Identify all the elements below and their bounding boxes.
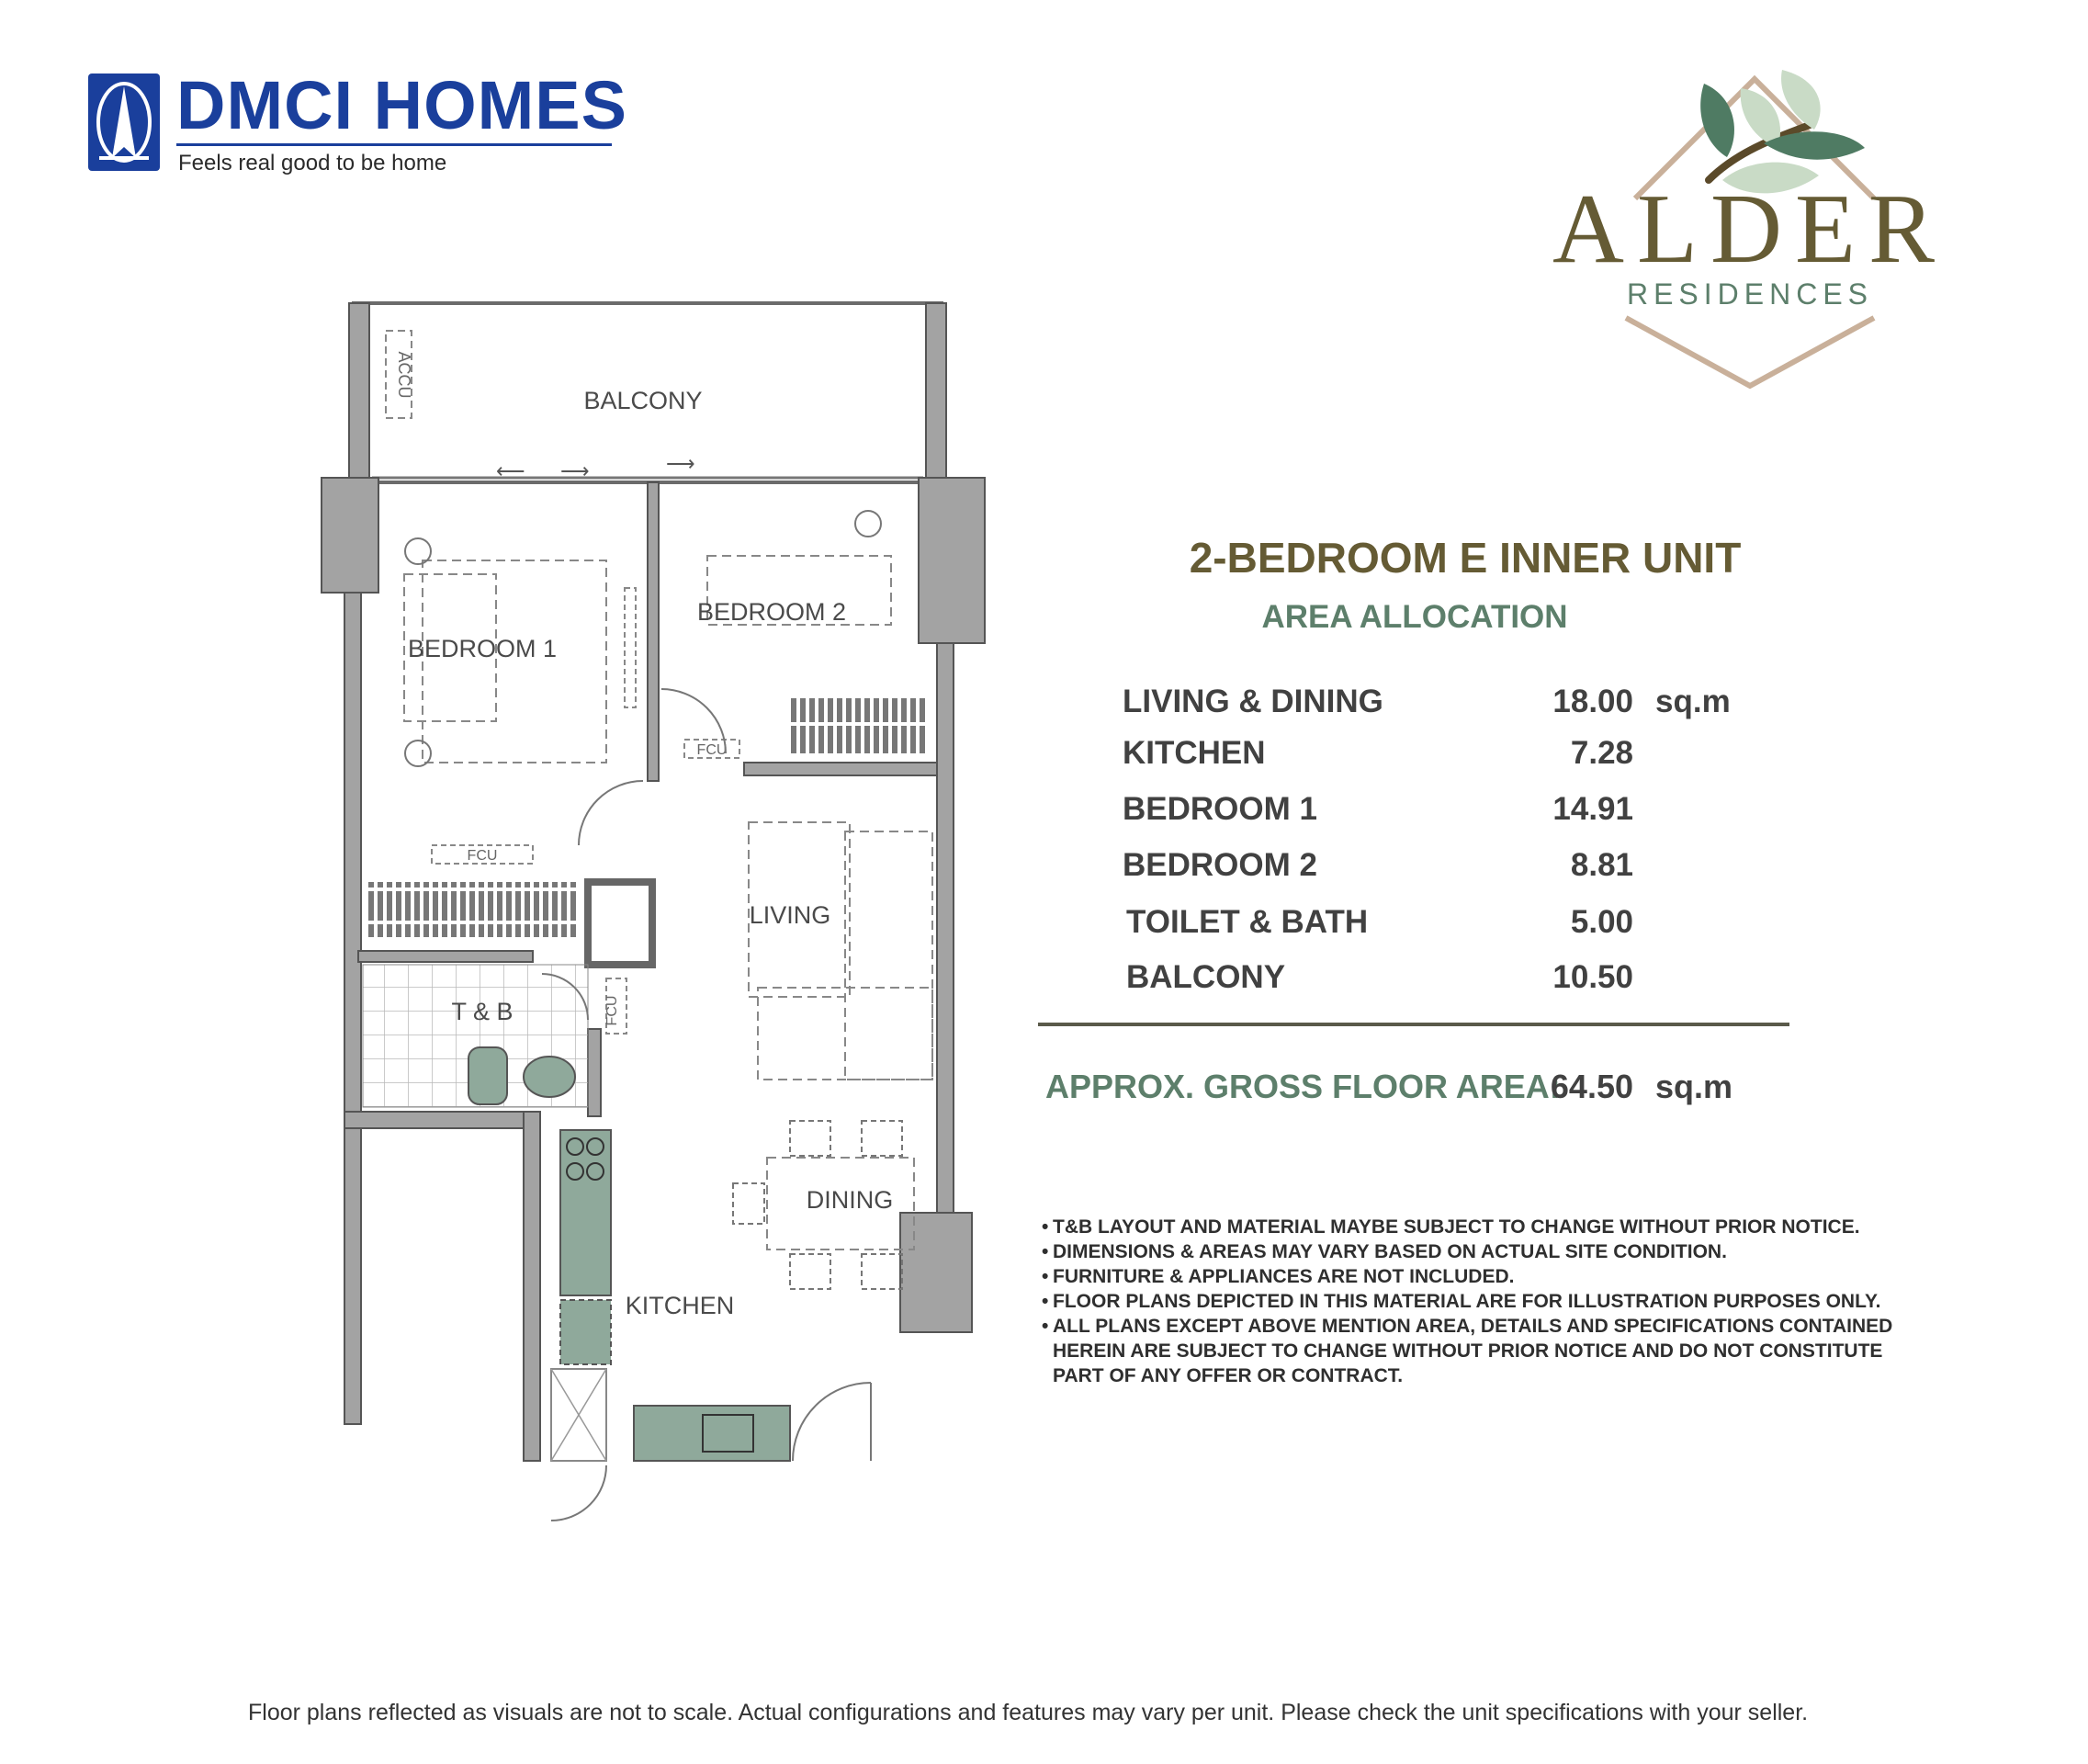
fcu-bedroom2-label: FCU: [696, 742, 728, 758]
footer-disclaimer: Floor plans reflected as visuals are not to scale. Actual configurations and features may vary per unit. Please check the unit specifications with your seller.: [248, 1700, 1809, 1725]
project-name: ALDER: [1552, 175, 1947, 284]
accu-label: ACCU: [395, 351, 413, 399]
area-label: TOILET & BATH: [1126, 904, 1369, 940]
area-row-balcony: [1126, 959, 1788, 1005]
svg-text:⟶: ⟶: [666, 452, 695, 475]
area-row-bedroom1: [1123, 791, 1784, 837]
tb-label: T & B: [451, 998, 514, 1025]
area-value: 14.91: [1552, 791, 1633, 827]
balcony-label: BALCONY: [583, 387, 703, 414]
area-row-kitchen: [1123, 735, 1784, 781]
unit-title: 2-BEDROOM E INNER UNIT: [1189, 534, 1742, 582]
kitchen-label: KITCHEN: [625, 1292, 735, 1319]
fcu-bedroom1-label: FCU: [467, 848, 498, 864]
living-label: LIVING: [749, 901, 831, 929]
area-label: BEDROOM 2: [1123, 847, 1317, 883]
area-value: 5.00: [1570, 904, 1633, 940]
gross-floor-area-label: APPROX. GROSS FLOOR AREA:: [1045, 1068, 1561, 1105]
area-value: 10.50: [1552, 959, 1633, 995]
note-item: • FURNITURE & APPLIANCES ARE NOT INCLUDED.: [1042, 1264, 1960, 1289]
area-value: 18.00: [1552, 684, 1633, 719]
area-label: KITCHEN: [1123, 735, 1266, 771]
brand-name: DMCI HOMES: [176, 67, 627, 143]
area-row-living-dining: [1123, 684, 1784, 729]
note-item: • T&B LAYOUT AND MATERIAL MAYBE SUBJECT TO CHANGE WITHOUT PRIOR NOTICE.: [1042, 1215, 1960, 1239]
dmci-emblem-logo: [88, 74, 160, 171]
fcu-tb-label: FCU: [604, 995, 620, 1026]
floor-plan-drawing: [312, 294, 992, 1525]
project-subtitle: RESIDENCES: [1626, 277, 1874, 311]
area-row-bedroom2: [1123, 847, 1784, 893]
gross-floor-area-unit: sq.m: [1655, 1068, 1733, 1105]
svg-text:⟵: ⟵: [496, 459, 525, 482]
brand-tagline: Feels real good to be home: [178, 151, 447, 175]
brand-underline: [176, 143, 612, 146]
disclaimer-notes: [1042, 1215, 1960, 1388]
area-unit: sq.m: [1655, 684, 1731, 719]
note-item: • ALL PLANS EXCEPT ABOVE MENTION AREA, DETAILS AND SPECIFICATIONS CONTAINED HEREIN ARE SUBJECT TO CHANGE WITHOUT PRIOR NOTICE AND DO NOT CONSTITUTE PART OF ANY OFFER OR CONTRACT.: [1042, 1314, 1960, 1388]
svg-text:⟶: ⟶: [560, 459, 590, 482]
note-item: • FLOOR PLANS DEPICTED IN THIS MATERIAL ARE FOR ILLUSTRATION PURPOSES ONLY.: [1042, 1289, 1960, 1314]
area-value: 7.28: [1570, 735, 1633, 771]
note-item: • DIMENSIONS & AREAS MAY VARY BASED ON ACTUAL SITE CONDITION.: [1042, 1239, 1960, 1264]
area-label: BEDROOM 1: [1123, 791, 1317, 827]
area-label: BALCONY: [1126, 959, 1286, 995]
area-allocation-heading: AREA ALLOCATION: [1261, 599, 1568, 635]
gross-floor-area-value: 64.50: [1550, 1068, 1633, 1105]
area-row-toilet-bath: [1126, 904, 1788, 950]
area-value: 8.81: [1570, 847, 1633, 883]
bedroom2-label: BEDROOM 2: [696, 598, 847, 626]
bedroom1-label: BEDROOM 1: [407, 635, 558, 662]
area-label: LIVING & DINING: [1123, 684, 1383, 719]
area-table-divider: [1038, 1023, 1789, 1026]
dining-label: DINING: [806, 1186, 894, 1214]
